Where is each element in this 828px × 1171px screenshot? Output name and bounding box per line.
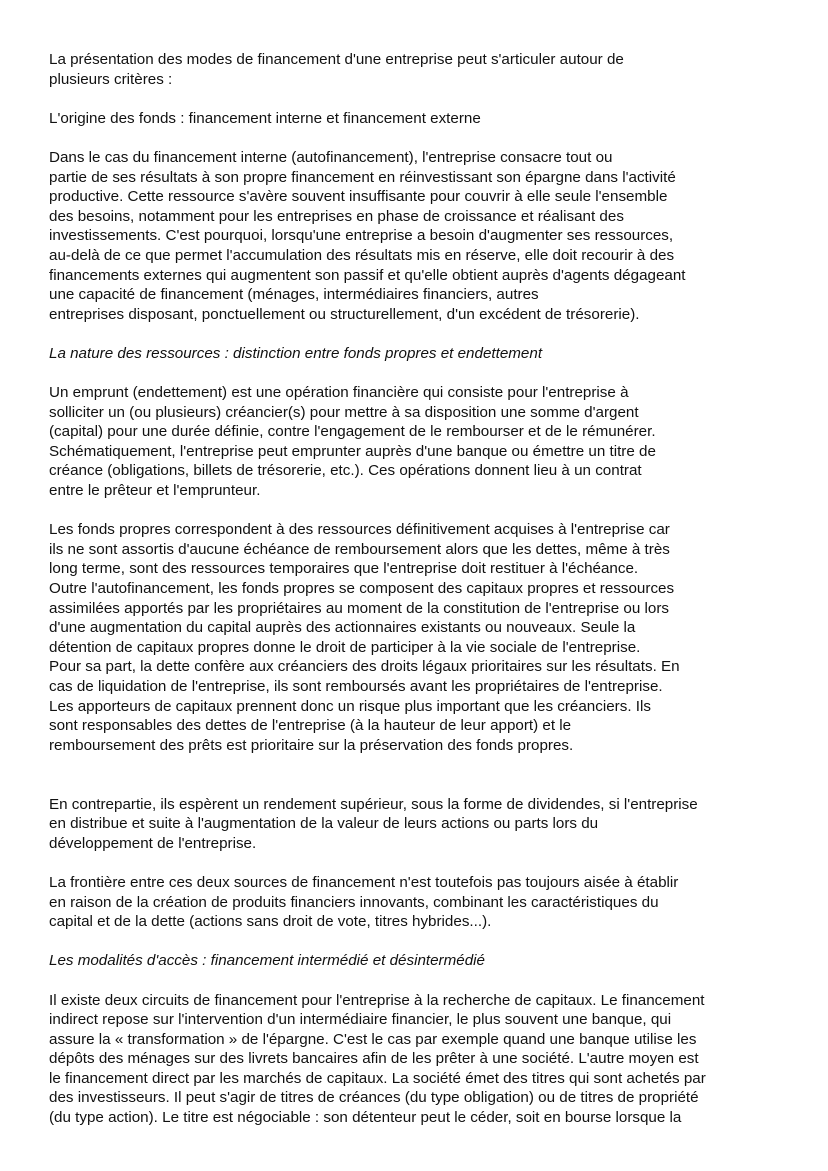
spacer (49, 364, 769, 384)
text-line: assure la « transformation » de l'épargne. C'est le cas par exemple quand une banque utilise les (49, 1030, 697, 1048)
text-line: en distribue et suite à l'augmentation de la valeur de leurs actions ou parts lors du (49, 815, 599, 833)
text-line: La présentation des modes de financement d'une entreprise peut s'articuler autour de (49, 51, 624, 68)
text-line: indirect repose sur l'intervention d'un intermédiaire financier, le plus souvent une banque, qui (49, 1011, 672, 1029)
spacer (49, 89, 769, 109)
heading-text: L'origine des fonds : financement interne et financement externe (49, 109, 481, 127)
spacer (49, 501, 769, 521)
text-line: investissements. C'est pourquoi, lorsqu'une entreprise a besoin d'augmenter ses ressources, (49, 227, 674, 245)
text-line: entre le prêteur et l'emprunteur. (49, 482, 261, 500)
spacer (49, 853, 769, 873)
text-line: Dans le cas du financement interne (autofinancement), l'entreprise consacre tout ou (49, 148, 613, 166)
spacer (49, 128, 769, 148)
text-line: financements externes qui augmentent son passif et qu'elle obtient auprès d'agents dégageant (49, 266, 686, 284)
text-line: assimilées apportés par les propriétaires au moment de la constitution de l'entreprise ou lors (49, 599, 669, 617)
text-line: La frontière entre ces deux sources de financement n'est toutefois pas toujours aisée à établir (49, 873, 679, 891)
paragraph-emprunt (49, 383, 769, 501)
spacer (49, 932, 769, 952)
text-line: plusieurs critères : (49, 70, 173, 88)
heading-modalites (49, 951, 769, 971)
text-line: En contrepartie, ils espèrent un rendement supérieur, sous la forme de dividendes, si l'entreprise (49, 795, 698, 813)
heading-text: Les modalités d'accès : financement intermédié et désintermédié (49, 952, 485, 970)
text-line: dépôts des ménages sur des livrets bancaires afin de les prêter à une société. L'autre moyen est (49, 1050, 699, 1068)
text-line: capital et de la dette (actions sans droit de vote, titres hybrides...). (49, 913, 492, 931)
text-line: remboursement des prêts est prioritaire sur la préservation des fonds propres. (49, 736, 574, 754)
spacer (49, 755, 769, 794)
text-line: long terme, sont des ressources temporaires que l'entreprise doit restituer à l'échéance. (49, 560, 639, 578)
paragraph-frontiere (49, 873, 769, 932)
text-line: (capital) pour une durée définie, contre l'engagement de le rembourser et de le rémunérer. (49, 423, 656, 441)
text-line: Il existe deux circuits de financement pour l'entreprise à la recherche de capitaux. Le financement (49, 991, 705, 1009)
text-line: une capacité de financement (ménages, intermédiaires financiers, autres (49, 286, 539, 304)
text-line: productive. Cette ressource s'avère souvent insuffisante pour couvrir à elle seule l'ensemble (49, 188, 668, 206)
text-line: développement de l'entreprise. (49, 834, 257, 852)
paragraph-circuits (49, 991, 769, 1128)
text-line: Outre l'autofinancement, les fonds propres se composent des capitaux propres et ressources (49, 580, 675, 598)
heading-origine (49, 109, 769, 129)
text-line: des investisseurs. Il peut s'agir de titres de créances (du type obligation) ou de titres de propriété (49, 1089, 699, 1107)
text-line: Un emprunt (endettement) est une opération financière qui consiste pour l'entreprise à (49, 384, 629, 402)
spacer (49, 324, 769, 344)
document-page (49, 50, 769, 1128)
text-line: des besoins, notamment pour les entreprises en phase de croissance et réalisant des (49, 207, 624, 225)
text-line: créance (obligations, billets de trésorerie, etc.). Ces opérations donnent lieu à un contrat (49, 462, 642, 480)
text-line: Pour sa part, la dette confère aux créanciers des droits légaux prioritaires sur les résultats. En (49, 658, 680, 676)
text-line: (du type action). Le titre est négociable : son détenteur peut le céder, soit en bourse lorsque la (49, 1109, 682, 1127)
text-line: Les apporteurs de capitaux prennent donc un risque plus important que les créanciers. Ils (49, 697, 651, 715)
spacer (49, 971, 769, 991)
text-line: cas de liquidation de l'entreprise, ils sont remboursés avant les propriétaires de l'entreprise. (49, 678, 663, 695)
text-line: d'une augmentation du capital auprès des actionnaires existants ou nouveaux. Seule la (49, 619, 636, 637)
paragraph-fonds-propres (49, 520, 769, 755)
text-line: solliciter un (ou plusieurs) créancier(s) pour mettre à sa disposition une somme d'argent (49, 403, 639, 421)
text-line: au-delà de ce que permet l'accumulation des résultats mis en réserve, elle doit recourir à des (49, 246, 675, 264)
heading-nature (49, 344, 769, 364)
text-line: Les fonds propres correspondent à des ressources définitivement acquises à l'entreprise car (49, 521, 670, 539)
paragraph-contrepartie (49, 795, 769, 854)
text-line: détention de capitaux propres donne le droit de participer à la vie sociale de l'entreprise. (49, 638, 641, 656)
intro-paragraph (49, 50, 769, 89)
heading-text: La nature des ressources : distinction entre fonds propres et endettement (49, 344, 543, 362)
text-line: en raison de la création de produits financiers innovants, combinant les caractéristiques du (49, 893, 659, 911)
text-line: sont responsables des dettes de l'entreprise (à la hauteur de leur apport) et le (49, 717, 572, 735)
text-line: partie de ses résultats à son propre financement en réinvestissant son épargne dans l'activité (49, 168, 676, 186)
text-line: Schématiquement, l'entreprise peut emprunter auprès d'une banque ou émettre un titre de (49, 442, 656, 460)
paragraph-financement-interne (49, 148, 769, 324)
text-line: entreprises disposant, ponctuellement ou structurellement, d'un excédent de trésorerie). (49, 305, 640, 323)
text-line: ils ne sont assortis d'aucune échéance de remboursement alors que les dettes, même à très (49, 540, 670, 558)
text-line: le financement direct par les marchés de capitaux. La société émet des titres qui sont achetés par (49, 1069, 706, 1087)
